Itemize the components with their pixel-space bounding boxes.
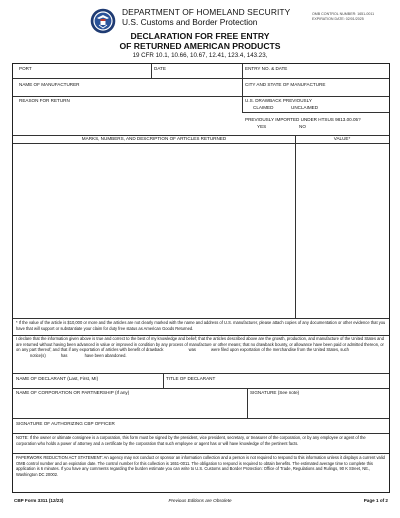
omb-number: OMB CONTROL NUMBER: 1651-0011 bbox=[312, 12, 375, 16]
articles-description-field[interactable] bbox=[15, 145, 293, 316]
regulation-citation: 19 CFR 10.1, 10.66, 10.67, 12.41, 123.4, 143.23, bbox=[132, 52, 268, 59]
entry-label: ENTRY NO. & DATE bbox=[245, 66, 288, 71]
date-label: DATE bbox=[154, 66, 166, 71]
manufacturer-field[interactable] bbox=[15, 89, 240, 96]
paperwork-statement: PAPERWORK REDUCTION ACT STATEMENT: An agency may not conduct or sponsor an information collection and a person is not required to respond to this information unless it displays a current valid OMB control number and an expiration date. The control number for this collection is 1651-0011. The obligation to respond is required to obtain benefits. The estimated average time to complete this application is 6 minutes. If you have any comments regarding the burden estimate you can write to U.S. Customs and Border Protection: Office of Trade, Regulations and Rulings, 90 K Street, NE., Washington DC 20002. bbox=[16, 455, 385, 477]
unclaimed-option[interactable]: UNCLAIMED bbox=[291, 105, 319, 110]
city-state-label: CITY AND STATE OF MANUFACTURE bbox=[245, 82, 326, 87]
form-frame bbox=[12, 63, 390, 493]
manufacturer-label: NAME OF MANUFACTURER bbox=[19, 82, 80, 87]
no-option[interactable]: NO bbox=[299, 124, 306, 129]
signature-field[interactable] bbox=[249, 397, 387, 417]
agency-name: U.S. Customs and Border Protection bbox=[122, 17, 258, 27]
declarant-name-label: NAME OF DECLARANT (Last, First, MI) bbox=[16, 376, 99, 381]
department-name: DEPARTMENT OF HOMELAND SECURITY bbox=[122, 7, 291, 17]
omb-expiration: EXPIRATION DATE: 02/01/2025 bbox=[312, 17, 364, 21]
declaration-text bbox=[16, 336, 386, 358]
corporation-field[interactable] bbox=[15, 397, 245, 417]
obsolete-notice: Previous Editions are Obsolete bbox=[168, 498, 232, 503]
form-title-line2: OF RETURNED AMERICAN PRODUCTS bbox=[119, 41, 281, 51]
city-state-field[interactable] bbox=[244, 89, 387, 96]
reason-label: REASON FOR RETURN bbox=[19, 98, 70, 103]
agency-header bbox=[122, 7, 312, 27]
reason-field[interactable] bbox=[15, 105, 240, 135]
declaration-body: I declare that the information given above is true and correct to the best of my knowledge and belief; that the articles described above are the growth, production, and manufacture of the United States and are returned without having been advanced in value or improved in condition by any process of manufacture or other means; that no drawback bounty, or allowance have been paid or admitted thereon, or on any part thereof; and that if any exportation of articles with benefit of drawback bbox=[16, 336, 384, 353]
value-header: VALUE* bbox=[333, 136, 351, 141]
filed-text: were filed upon exportation of the merchandise from the United States, such bbox=[211, 347, 349, 353]
corporation-label: NAME OF CORPORATION OR PARTNERSHIP (If any) bbox=[16, 390, 130, 395]
declarant-title-label: TITLE OF DECLARANT bbox=[166, 376, 216, 381]
notices-option[interactable]: notice(s) bbox=[30, 352, 46, 358]
form-id: CBP Form 3311 (12/23) bbox=[14, 498, 64, 503]
page-number: Page 1 of 2 bbox=[363, 498, 388, 503]
abandoned-text: have been abandoned. bbox=[84, 352, 127, 358]
marks-header: MARKS, NUMBERS, AND DESCRIPTION OF ARTICLES RETURNED bbox=[81, 136, 227, 141]
previously-imported-label: PREVIOUSLY IMPORTED UNDER HTSUS 9813.00.05? bbox=[245, 117, 361, 122]
claimed-option[interactable]: CLAIMED bbox=[253, 105, 274, 110]
form-title-line1: DECLARATION FOR FREE ENTRY bbox=[130, 31, 270, 41]
cbp-signature-label: SIGNATURE OF AUTHORIZING CBP OFFICER bbox=[16, 421, 115, 426]
value-footnote: * If the value of the article is $10,000 or more and the articles are not clearly marked with the name and address of U.S. manufacturer, please attach copies of any documentation or other evidence that you have that will support or substantiate your claim for duty free status as American Goods Returned. bbox=[16, 320, 386, 331]
omb-info bbox=[312, 12, 398, 22]
drawback-label: U.S. DRAWBACK PREVIOUSLY bbox=[245, 98, 312, 103]
corporation-note: NOTE: If the owner or ultimate consignee is a corporation, this form must be signed by the president, vice president, secretary, or treasurer of the corporation, or by any employee or agent of the corporation who holds a power of attorney and a certificate by the corporation that such employee or agent has or will have knowledge of the pertinent facts. bbox=[16, 435, 366, 446]
port-label: PORT bbox=[19, 66, 32, 71]
articles-value-field[interactable] bbox=[297, 145, 387, 316]
signature-label: SIGNATURE (See note) bbox=[250, 390, 300, 395]
was-option[interactable]: was bbox=[188, 347, 196, 353]
yes-option[interactable]: YES bbox=[257, 124, 267, 129]
has-option[interactable]: has bbox=[60, 352, 68, 358]
